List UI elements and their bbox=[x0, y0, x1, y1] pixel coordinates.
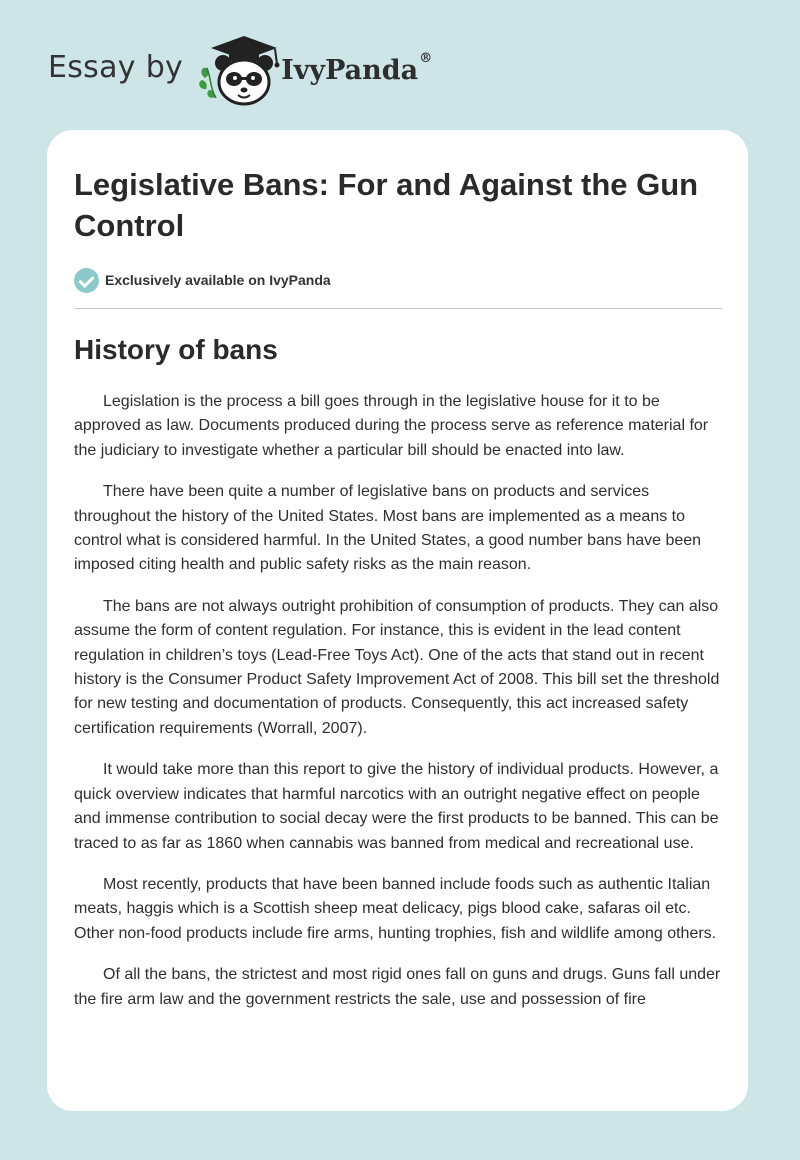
brand-prefix: Essay by bbox=[48, 49, 184, 85]
section-heading: History of bans bbox=[74, 334, 278, 365]
ivypanda-logo-icon[interactable] bbox=[197, 30, 287, 110]
check-circle-icon bbox=[74, 268, 99, 293]
paragraph: It would take more than this report to give the history of individual products. However, a quick overview indicates that harmful narcotics with an outright negative effect on people and immense contribution to social decay were the first products to be banned. This can be traced to as far as 1860 when cannabis was banned from medical and recreational use. bbox=[74, 761, 719, 852]
paragraph: The bans are not always outright prohibition of consumption of products. They can also assume the form of content regulation. For instance, this is evident in the lead content regulation in children’s toys (Lead-Free Toys Act). One of the acts that stand out in recent history is the Consumer Product Safety Improvement Act of 2008. This bill set the threshold for new testing and documentation of products. Consequently, this act increased safety certification requirements (Worrall, 2007). bbox=[74, 597, 720, 737]
exclusive-badge bbox=[74, 266, 723, 294]
brand-header bbox=[48, 30, 432, 110]
essay-title: Legislative Bans: For and Against the Gun Control bbox=[74, 167, 699, 243]
divider bbox=[74, 308, 723, 309]
essay-content bbox=[74, 130, 723, 1029]
paragraph: Most recently, products that have been banned include foods such as authentic Italian meats, haggis which is a Scottish sheep meat delicacy, pigs blood cake, safaras oil etc. Other non-food products include fire arms, hunting trophies, fish and wildlife among others. bbox=[74, 875, 717, 942]
registered-mark: ® bbox=[419, 50, 433, 66]
paragraph: Legislation is the process a bill goes through in the legislative house for it to be approved as law. Documents produced during the process serve as reference material for the judiciary to investigate whether a particular bill should be enacted into law. bbox=[74, 393, 709, 459]
paragraph: Of all the bans, the strictest and most rigid ones fall on guns and drugs. Guns fall under the fire arm law and the government restricts the sale, use and possession of fire bbox=[74, 966, 721, 1008]
essay-body bbox=[74, 390, 723, 1012]
brand-name[interactable]: IvyPanda® bbox=[281, 50, 433, 86]
paragraph: There have been quite a number of legislative bans on products and services throughout the history of the United States. Most bans are implemented as a means to control what is considered harmful. In the United States, a good number bans have been imposed citing health and public safety risks as the main reason. bbox=[74, 483, 702, 574]
essay-card bbox=[47, 130, 748, 1111]
exclusive-label: Exclusively available on IvyPanda bbox=[105, 272, 331, 288]
